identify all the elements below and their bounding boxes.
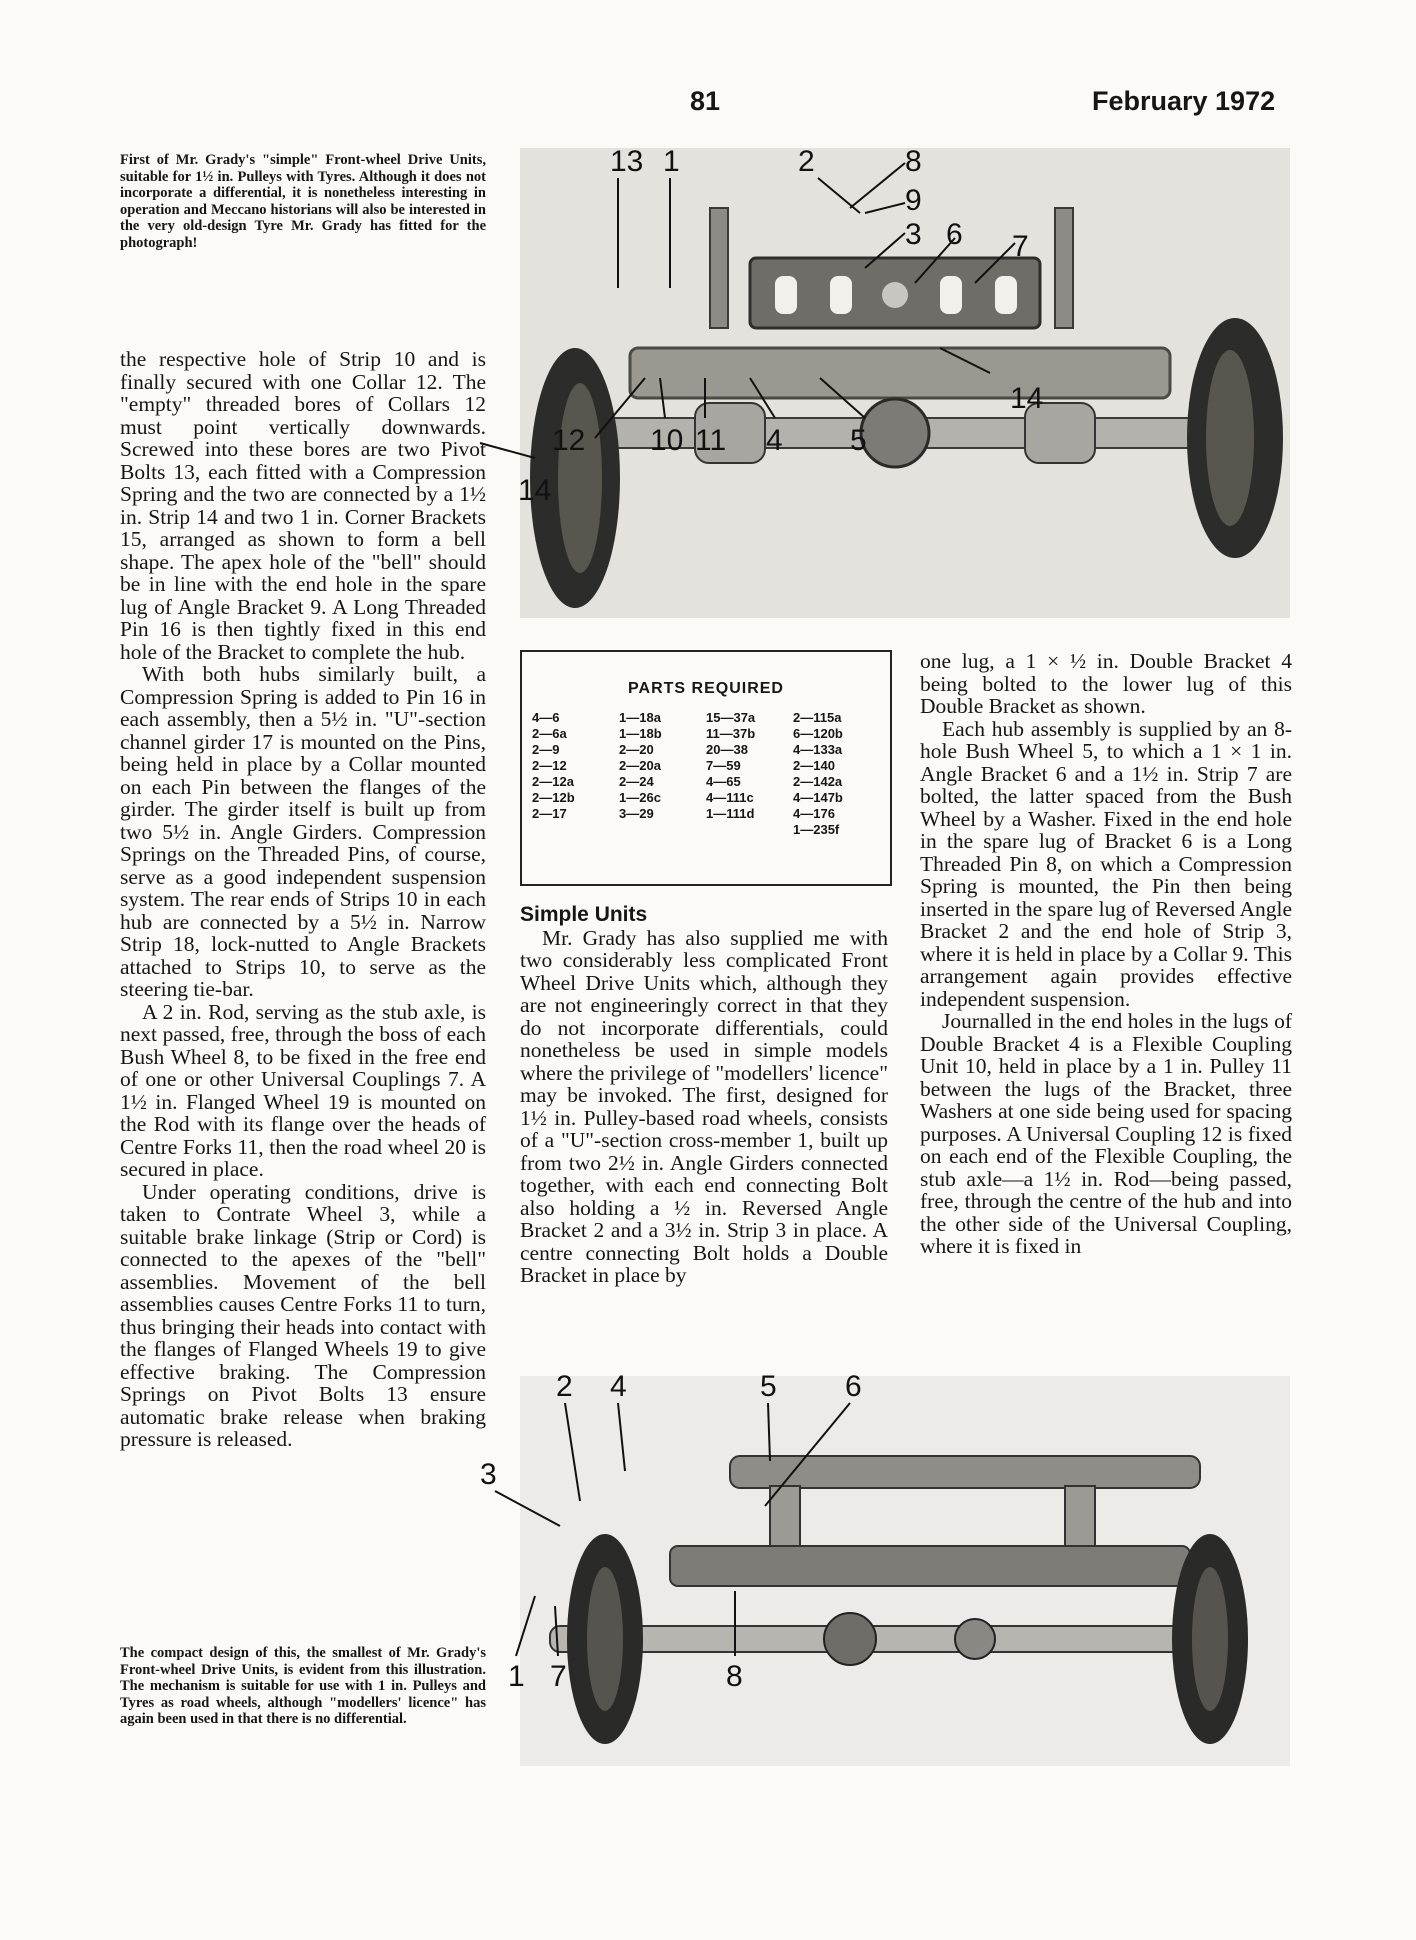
part-item: 1—111d	[706, 806, 755, 821]
callout-10: 10	[650, 424, 684, 457]
callout-14-left: 14	[518, 474, 552, 507]
small-drive-unit-illustration	[480, 1370, 1290, 1766]
part-item: 15—37a	[706, 710, 756, 725]
callout-6: 6	[845, 1370, 862, 1403]
part-item: 4—147b	[793, 790, 843, 805]
callout-8: 8	[905, 145, 922, 178]
part-item: 1—18a	[619, 710, 661, 725]
part-item: 2—20	[619, 742, 654, 757]
callout-1: 1	[663, 145, 680, 178]
middle-column	[520, 904, 888, 1287]
part-item: 2—9	[532, 742, 560, 757]
callout-7: 7	[550, 1660, 567, 1693]
part-item: 20—38	[706, 742, 748, 757]
part-item: 2—12b	[532, 790, 575, 805]
parts-column-2	[619, 710, 706, 838]
page-number: 81	[690, 86, 721, 116]
callout-7: 7	[1012, 230, 1029, 263]
part-item: 4—6	[532, 710, 560, 725]
callout-14-right: 14	[1010, 382, 1044, 415]
part-item: 2—12a	[532, 774, 574, 789]
right-column	[920, 650, 1292, 1258]
left-paragraph: With both hubs similarly built, a Compression Spring is added to Pin 16 in each assembly, then a 5½ in. "U"-section channel girder 17 is mounted on the Pins, being held in place by a Collar mounted on each Pin between the flanges of the girder. The girder itself is built up from two 5½ in. Angle Girders. Compression Springs on the Threaded Pins, of course, serve as a good independent suspension system. The rear ends of Strips 10 in each hub are connected by a 5½ in. Narrow Strip 18, lock-nutted to Angle Brackets attached to Strips 10, to serve as the steering tie-bar.	[120, 662, 486, 1001]
callout-3: 3	[905, 218, 922, 251]
callout-2: 2	[556, 1370, 573, 1403]
right-paragraph: Each hub assembly is supplied by an 8-hole Bush Wheel 5, to which a 1 × 1 in. Angle Bracket 6 and a 1½ in. Strip 7 are bolted, the latter spaced from the Bush Wheel by a Washer. Fixed in the end hole in the spare lug of Bracket 6 is a Long Threaded Pin 8, on which a Compression Spring is mounted, the Pin then being inserted in the spare lug of Reversed Angle Bracket 2 and the end hole of Strip 3, where it is held in place by a Collar 9. This arrangement again provides effective independent suspension.	[920, 716, 1292, 1011]
front-drive-unit-illustration	[518, 145, 1290, 618]
parts-required-title: PARTS REQUIRED	[628, 680, 784, 697]
right-paragraph: Journalled in the end holes in the lugs of Double Bracket 4 is a Flexible Coupling Unit 10, held in place by a 1 in. Pulley 11 between the lugs of the Bracket, three Washers at one side being used for spacing purposes. A Universal Coupling 12 is fixed on each end of the Flexible Coupling, the stub axle—a 1½ in. Rod—being passed, free, through the centre of the hub and into the other side of the Universal Coupling, where it is fixed in	[920, 1009, 1292, 1258]
parts-required-box	[520, 650, 892, 886]
issue-date: February 1972	[1092, 86, 1276, 116]
middle-paragraph: Mr. Grady has also supplied me with two considerably less complicated Front Wheel Drive Units which, although they are not engineeringly correct in that they do not incorporate differentials, could nonetheless be used in simple models where the privilege of "modellers' licence" may be invoked. The first, designed for 1½ in. Pulley-based road wheels, consists of a "U"-section cross-member 1, built up from two 2½ in. Angle Girders connected together, with each end connecting Bolt also holding a ½ in. Reversed Angle Bracket 2 and a 3½ in. Strip 3 in place. A centre connecting Bolt holds a Double Bracket in place by	[520, 925, 888, 1287]
callout-6: 6	[946, 218, 963, 251]
part-item: 2—17	[532, 806, 567, 821]
callout-3: 3	[480, 1458, 497, 1491]
parts-required-list	[522, 698, 890, 838]
part-item: 3—29	[619, 806, 654, 821]
part-item: 4—111c	[706, 790, 754, 805]
callout-13: 13	[610, 145, 644, 178]
part-item: 2—20a	[619, 758, 661, 773]
parts-column-3	[706, 710, 793, 838]
callout-2: 2	[798, 145, 815, 178]
part-item: 2—6a	[532, 726, 567, 741]
callout-5: 5	[760, 1370, 777, 1403]
part-item: 1—18b	[619, 726, 662, 741]
right-paragraph: one lug, a 1 × ½ in. Double Bracket 4 being bolted to the lower lug of this Double Bracket as shown.	[920, 649, 1292, 718]
part-item: 2—24	[619, 774, 654, 789]
parts-column-1	[532, 710, 619, 838]
part-item: 4—133a	[793, 742, 843, 757]
part-item: 11—37b	[706, 726, 756, 741]
part-item: 4—176	[793, 806, 835, 821]
part-item: 2—12	[532, 758, 567, 773]
left-paragraph: Under operating conditions, drive is taken to Contrate Wheel 3, while a suitable brake linkage (Strip or Cord) is connected to the apexes of the "bell" assemblies. Movement of the bell assemblies causes Centre Forks 11 to turn, thus bringing their heads into contact with the flanges of Flanged Wheels 19 to give effective braking. The Compression Springs on Pivot Bolts 13 ensure automatic brake release when braking pressure is released.	[120, 1179, 486, 1451]
callout-12: 12	[552, 424, 586, 457]
part-item: 4—65	[706, 774, 741, 789]
part-item: 1—26c	[619, 790, 661, 805]
callout-5: 5	[850, 424, 867, 457]
part-item: 2—142a	[793, 774, 843, 789]
part-item: 7—59	[706, 758, 741, 773]
left-column	[120, 348, 486, 1451]
callout-4: 4	[766, 424, 783, 457]
callout-4: 4	[610, 1370, 627, 1403]
callout-1: 1	[508, 1660, 525, 1693]
part-item: 2—115a	[793, 710, 842, 725]
top-photo	[518, 145, 1290, 618]
bottom-photo	[480, 1370, 1290, 1766]
section-heading: Simple Units	[520, 903, 648, 926]
parts-column-4	[793, 710, 880, 838]
part-item: 2—140	[793, 758, 835, 773]
top-photo-caption: First of Mr. Grady's "simple" Front-wheel Drive Units, suitable for 1½ in. Pulleys with Tyres. Although it does not incorporate a differential, it is nonetheless interesting in operation and Meccano historians will also be interested in the very old-design Tyre Mr. Grady has fitted for the photograph!	[120, 152, 486, 251]
callout-8: 8	[726, 1660, 743, 1693]
bottom-photo-caption: The compact design of this, the smallest of Mr. Grady's Front-wheel Drive Units, is evident from this illustration. The mechanism is suitable for use with 1 in. Pulleys and Tyres as road wheels, although "modellers' licence" has again been used in that there is no differential.	[120, 1645, 486, 1727]
part-item: 1—235f	[793, 822, 840, 837]
left-paragraph: the respective hole of Strip 10 and is finally secured with one Collar 12. The "empty" threaded bores of Collars 12 must point vertically downwards. Screwed into these bores are two Pivot Bolts 13, each fitted with a Compression Spring and the two are connected by a 1½ in. Strip 14 and two 1 in. Corner Brackets 15, arranged as shown to form a bell shape. The apex hole of the "bell" should be in line with the end hole in the spare lug of Angle Bracket 9. A Long Threaded Pin 16 is then tightly fixed in this end hole of the Bracket to complete the hub.	[120, 347, 486, 664]
callout-9: 9	[905, 184, 922, 217]
callout-11: 11	[695, 424, 727, 457]
part-item: 6—120b	[793, 726, 843, 741]
left-paragraph: A 2 in. Rod, serving as the stub axle, is next passed, free, through the boss of each Bush Wheel 8, to be fixed in the free end of one or other Universal Couplings 7. A 1½ in. Flanged Wheel 19 is mounted on the Rod with its flange over the heads of Centre Forks 11, then the road wheel 20 is secured in place.	[120, 999, 486, 1181]
